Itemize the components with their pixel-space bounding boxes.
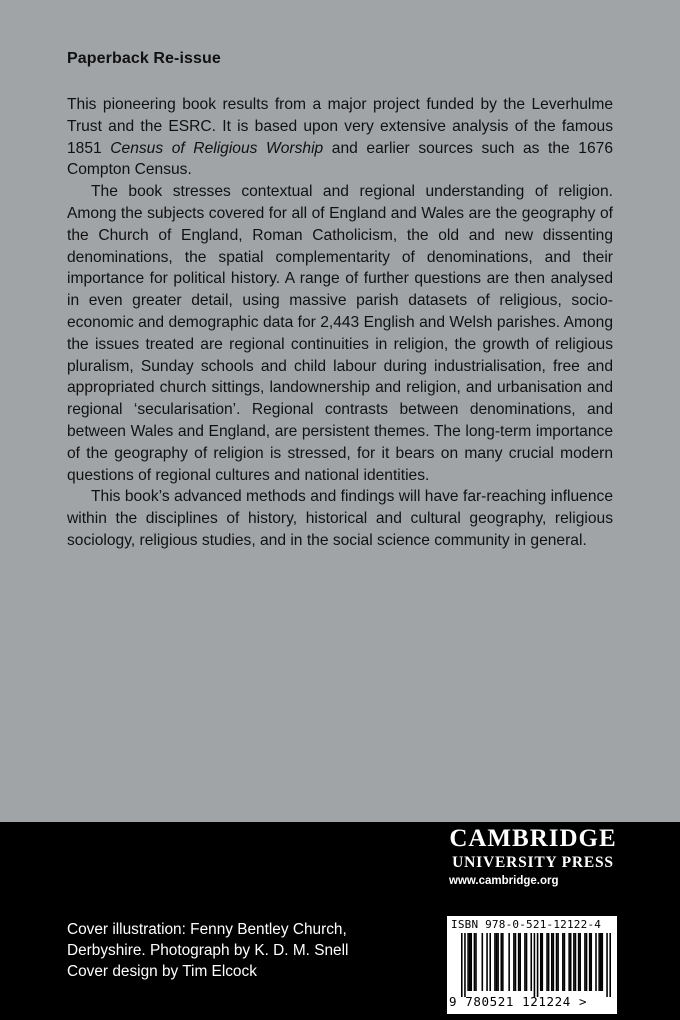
barcode-bar: [546, 933, 548, 991]
barcode-bar: [586, 933, 588, 991]
barcode-bar: [553, 933, 555, 991]
barcode-digits: 9 780521 121224 >: [449, 994, 588, 1009]
paragraph-1-end: and earlier sources such as the 1676 Compton Census.: [67, 139, 613, 179]
credit-line: Derbyshire. Photograph by K. D. M. Snell: [67, 942, 349, 959]
barcode-bar: [575, 933, 577, 991]
barcode-bar: [530, 933, 532, 991]
barcode-bar: [474, 933, 476, 991]
credit-line: Cover design by Tim Elcock: [67, 963, 257, 980]
barcode-bar: [464, 933, 466, 997]
barcode-bar: [584, 933, 586, 991]
cover-credits: [67, 919, 348, 982]
barcode-bar: [515, 933, 517, 991]
barcode-bar: [475, 933, 477, 991]
census-title: Census of Religious Worship: [110, 139, 324, 157]
barcode-bar: [469, 933, 471, 991]
barcode-bar: [562, 933, 564, 991]
barcode-bar: [590, 933, 592, 991]
barcode-bar: [548, 933, 550, 991]
barcode-bar: [578, 933, 580, 991]
barcode-bar: [482, 933, 484, 991]
barcode-bar: [494, 933, 496, 991]
barcode-bar: [542, 933, 544, 991]
credit-line: Cover illustration: Fenny Bentley Church,: [67, 921, 347, 938]
paragraph-1: [67, 94, 613, 181]
publisher-url: www.cambridge.org: [449, 875, 559, 887]
back-cover-footer: [0, 822, 680, 1020]
barcode-bar: [500, 933, 502, 991]
barcode-bar: [524, 933, 526, 991]
barcode: [447, 916, 617, 1014]
barcode-bar: [557, 933, 559, 991]
barcode-bar: [497, 933, 499, 991]
barcode-bars: [461, 933, 611, 997]
barcode-bar: [508, 933, 510, 991]
barcode-bar: [518, 933, 520, 991]
paragraph-3: This book’s advanced methods and findings will have far-reaching influence within the disciplines of history, historical and cultural geography, religious sociology, religious studies, and in the social science community in general.: [67, 488, 613, 549]
barcode-bar: [600, 933, 602, 991]
barcode-bar: [598, 933, 600, 991]
barcode-bar: [609, 933, 611, 997]
publisher-subtitle: UNIVERSITY PRESS: [452, 854, 614, 871]
barcode-bar: [537, 933, 539, 997]
barcode-bar: [461, 933, 463, 997]
barcode-bar: [602, 933, 604, 991]
barcode-bar: [486, 933, 488, 991]
publisher-name: CAMBRIDGE: [449, 825, 617, 852]
barcode-bar: [579, 933, 581, 991]
barcode-bar: [568, 933, 570, 991]
barcode-bar: [470, 933, 472, 991]
barcode-bar: [540, 933, 542, 991]
barcode-bar: [564, 933, 566, 991]
barcode-bar: [534, 933, 536, 997]
barcode-bar: [570, 933, 572, 991]
publisher-logo: [446, 824, 620, 887]
barcode-bar: [573, 933, 575, 991]
barcode-bar: [513, 933, 515, 991]
barcode-bar: [595, 933, 597, 991]
barcode-bar: [551, 933, 553, 991]
blurb: [67, 94, 613, 552]
barcode-bar: [467, 933, 469, 991]
barcode-bar: [502, 933, 504, 991]
barcode-bar: [556, 933, 558, 991]
barcode-bar: [606, 933, 608, 997]
barcode-bar: [526, 933, 528, 991]
barcode-bar: [489, 933, 491, 991]
barcode-bar: [496, 933, 498, 991]
paragraph-2: The book stresses contextual and regional understanding of religion. Among the subjects covered for all of England and Wales are the geography of the Church of England, Roman Catholicism, the old and new dissenting denominations, the spatial complementarity of denominations, and their importance for political history. A range of further questions are then analysed in even greater detail, using massive parish datasets of religious, socio-economic and demographic data for 2,443 English and Welsh parishes. Among the issues treated are regional continuities in religion, the growth of religious pluralism, Sunday schools and child labour during industrialisation, free and appropriated church sittings, landownership and religion, and urbanisation and regional ‘secularisation’. Regional contrasts between denominations, and between Wales and England, are persistent themes. The long-term importance of the geography of religion is stressed, for it bears on many crucial modern questions of regional cultures and national identities.: [67, 183, 613, 484]
heading: Paperback Re-issue: [67, 50, 221, 67]
barcode-bar: [519, 933, 521, 991]
barcode-bar: [589, 933, 591, 991]
isbn-label: ISBN 978-0-521-12122-4: [451, 918, 602, 931]
paragraph-1-start: This pioneering book results from a major project funded by the Leverhulme Trust and the ESRC. It is based upon very extensive analysis of the famous 1851: [67, 96, 613, 157]
